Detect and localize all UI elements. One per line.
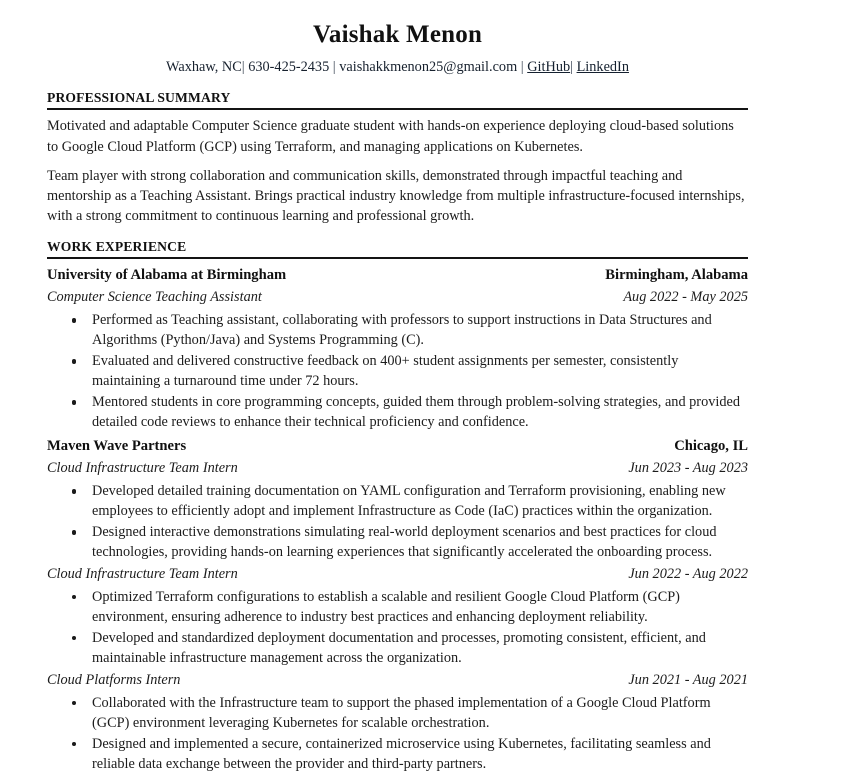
list-item (47, 693, 748, 733)
bullet-text: Designed and implemented a secure, containerized microservice using Kubernetes, facilitating seamless and reliable data exchange between the provider and third-party partners. (92, 735, 711, 772)
role-header-row (47, 459, 748, 479)
role-header-row (47, 565, 748, 585)
bullet-icon (72, 636, 76, 640)
contact-separator-1: | (241, 59, 249, 75)
role-header-row (47, 671, 748, 691)
bullet-icon (72, 742, 76, 746)
contact-separator-4: | (570, 59, 577, 75)
bullet-icon (72, 530, 76, 534)
list-item (47, 481, 748, 521)
list-item (47, 628, 748, 668)
role-dates: Jun 2023 - Aug 2023 (628, 460, 748, 477)
list-item (47, 734, 748, 774)
bullet-text: Mentored students in core programming concepts, guided them through problem-solving strategies, and provided detailed code reviews to enhance their technical proficiency and confidence. (92, 394, 740, 431)
responsibility-list (47, 693, 748, 774)
list-item (47, 392, 748, 432)
role-title: Cloud Infrastructure Team Intern (47, 566, 238, 583)
summary-paragraph-2: Team player with strong collaboration and communication skills, demonstrated through impactful teaching and mentorship as a Teaching Assistant. Brings practical industry knowledge from multiple infrastructure-focused internships, with a strong commitment to continuous learning and professional growth. (47, 167, 745, 224)
contact-email: vaishakkmenon25@gmail.com (339, 59, 518, 75)
list-item (47, 351, 748, 391)
section-heading-work-experience: WORK EXPERIENCE (47, 238, 187, 254)
bullet-text: Collaborated with the Infrastructure team to support the phased implementation of a Google Cloud Platform (GCP) environment leveraging Kubernetes for scalable orchestration. (92, 694, 711, 731)
section-divider (47, 257, 748, 259)
bullet-icon (72, 400, 76, 404)
jobs-list (47, 265, 748, 773)
list-item (47, 522, 748, 562)
bullet-text: Performed as Teaching assistant, collaborating with professors to support instructions in Data Structures and Algorithms (Python/Java) and Systems Programming (C). (92, 312, 712, 349)
role-header-row (47, 288, 748, 308)
section-work-experience (47, 239, 748, 774)
role-title: Cloud Infrastructure Team Intern (47, 460, 238, 477)
contact-separator-2: | (329, 59, 340, 75)
section-heading-professional-summary: PROFESSIONAL SUMMARY (47, 89, 231, 105)
contact-location: Waxhaw, NC (166, 59, 242, 75)
bullet-text: Optimized Terraform configurations to establish a scalable and resilient Google Cloud Platform (GCP) environment, ensuring adherence to industry best practices and enhancing deployment reliability. (92, 588, 680, 625)
section-professional-summary (47, 90, 748, 226)
job-header-row (47, 436, 748, 456)
job-entry (47, 265, 748, 432)
role-dates: Jun 2021 - Aug 2021 (628, 671, 748, 688)
resume-content (47, 20, 748, 774)
job-location: Chicago, IL (674, 438, 748, 455)
bullet-icon (72, 489, 76, 493)
contact-phone: 630-425-2435 (248, 59, 330, 75)
role-title: Cloud Platforms Intern (47, 671, 181, 688)
bullet-text: Developed and standardized deployment documentation and processes, promoting consistent, efficient, and maintainable infrastructure management across the organization. (92, 629, 706, 666)
job-entry (47, 436, 748, 773)
list-item (47, 587, 748, 627)
bullet-text: Developed detailed training documentation on YAML configuration and Terraform provisioning, enabling new employees to efficiently adopt and implement Infrastructure as Code (IaC) practices within the organization. (92, 482, 726, 519)
company-name: University of Alabama at Birmingham (47, 267, 287, 284)
github-link[interactable]: GitHub (527, 59, 571, 75)
bullet-icon (72, 318, 76, 322)
role-title: Computer Science Teaching Assistant (47, 289, 262, 306)
job-header-row (47, 265, 748, 285)
bullet-text: Evaluated and delivered constructive feedback on 400+ student assignments per semester, consistently maintaining a turnaround time under 72 hours. (92, 353, 679, 390)
responsibility-list (47, 587, 748, 668)
role-dates: Jun 2022 - Aug 2022 (628, 566, 748, 583)
role-dates: Aug 2022 - May 2025 (623, 289, 748, 306)
section-divider (47, 108, 748, 110)
linkedin-link[interactable]: LinkedIn (576, 59, 629, 75)
bullet-icon (72, 701, 76, 705)
responsibility-list (47, 481, 748, 562)
list-item (47, 310, 748, 350)
bullet-icon (72, 595, 76, 599)
summary-paragraph-1: Motivated and adaptable Computer Science graduate student with hands-on experience deploying cloud-based solutions to Google Cloud Platform (GCP) using Terraform, and managing applications on Kubernetes. (47, 118, 734, 155)
page-title: Vaishak Menon (312, 21, 483, 48)
company-name: Maven Wave Partners (47, 438, 187, 455)
contact-line (47, 59, 748, 77)
responsibility-list (47, 310, 748, 432)
bullet-icon (72, 359, 76, 363)
contact-separator-3: | (517, 59, 528, 75)
job-location: Birmingham, Alabama (605, 267, 748, 284)
bullet-text: Designed interactive demonstrations simulating real-world deployment scenarios and best practices for cloud technologies, providing hands-on learning experiences that significantly accelerated the onboarding process. (92, 524, 717, 561)
